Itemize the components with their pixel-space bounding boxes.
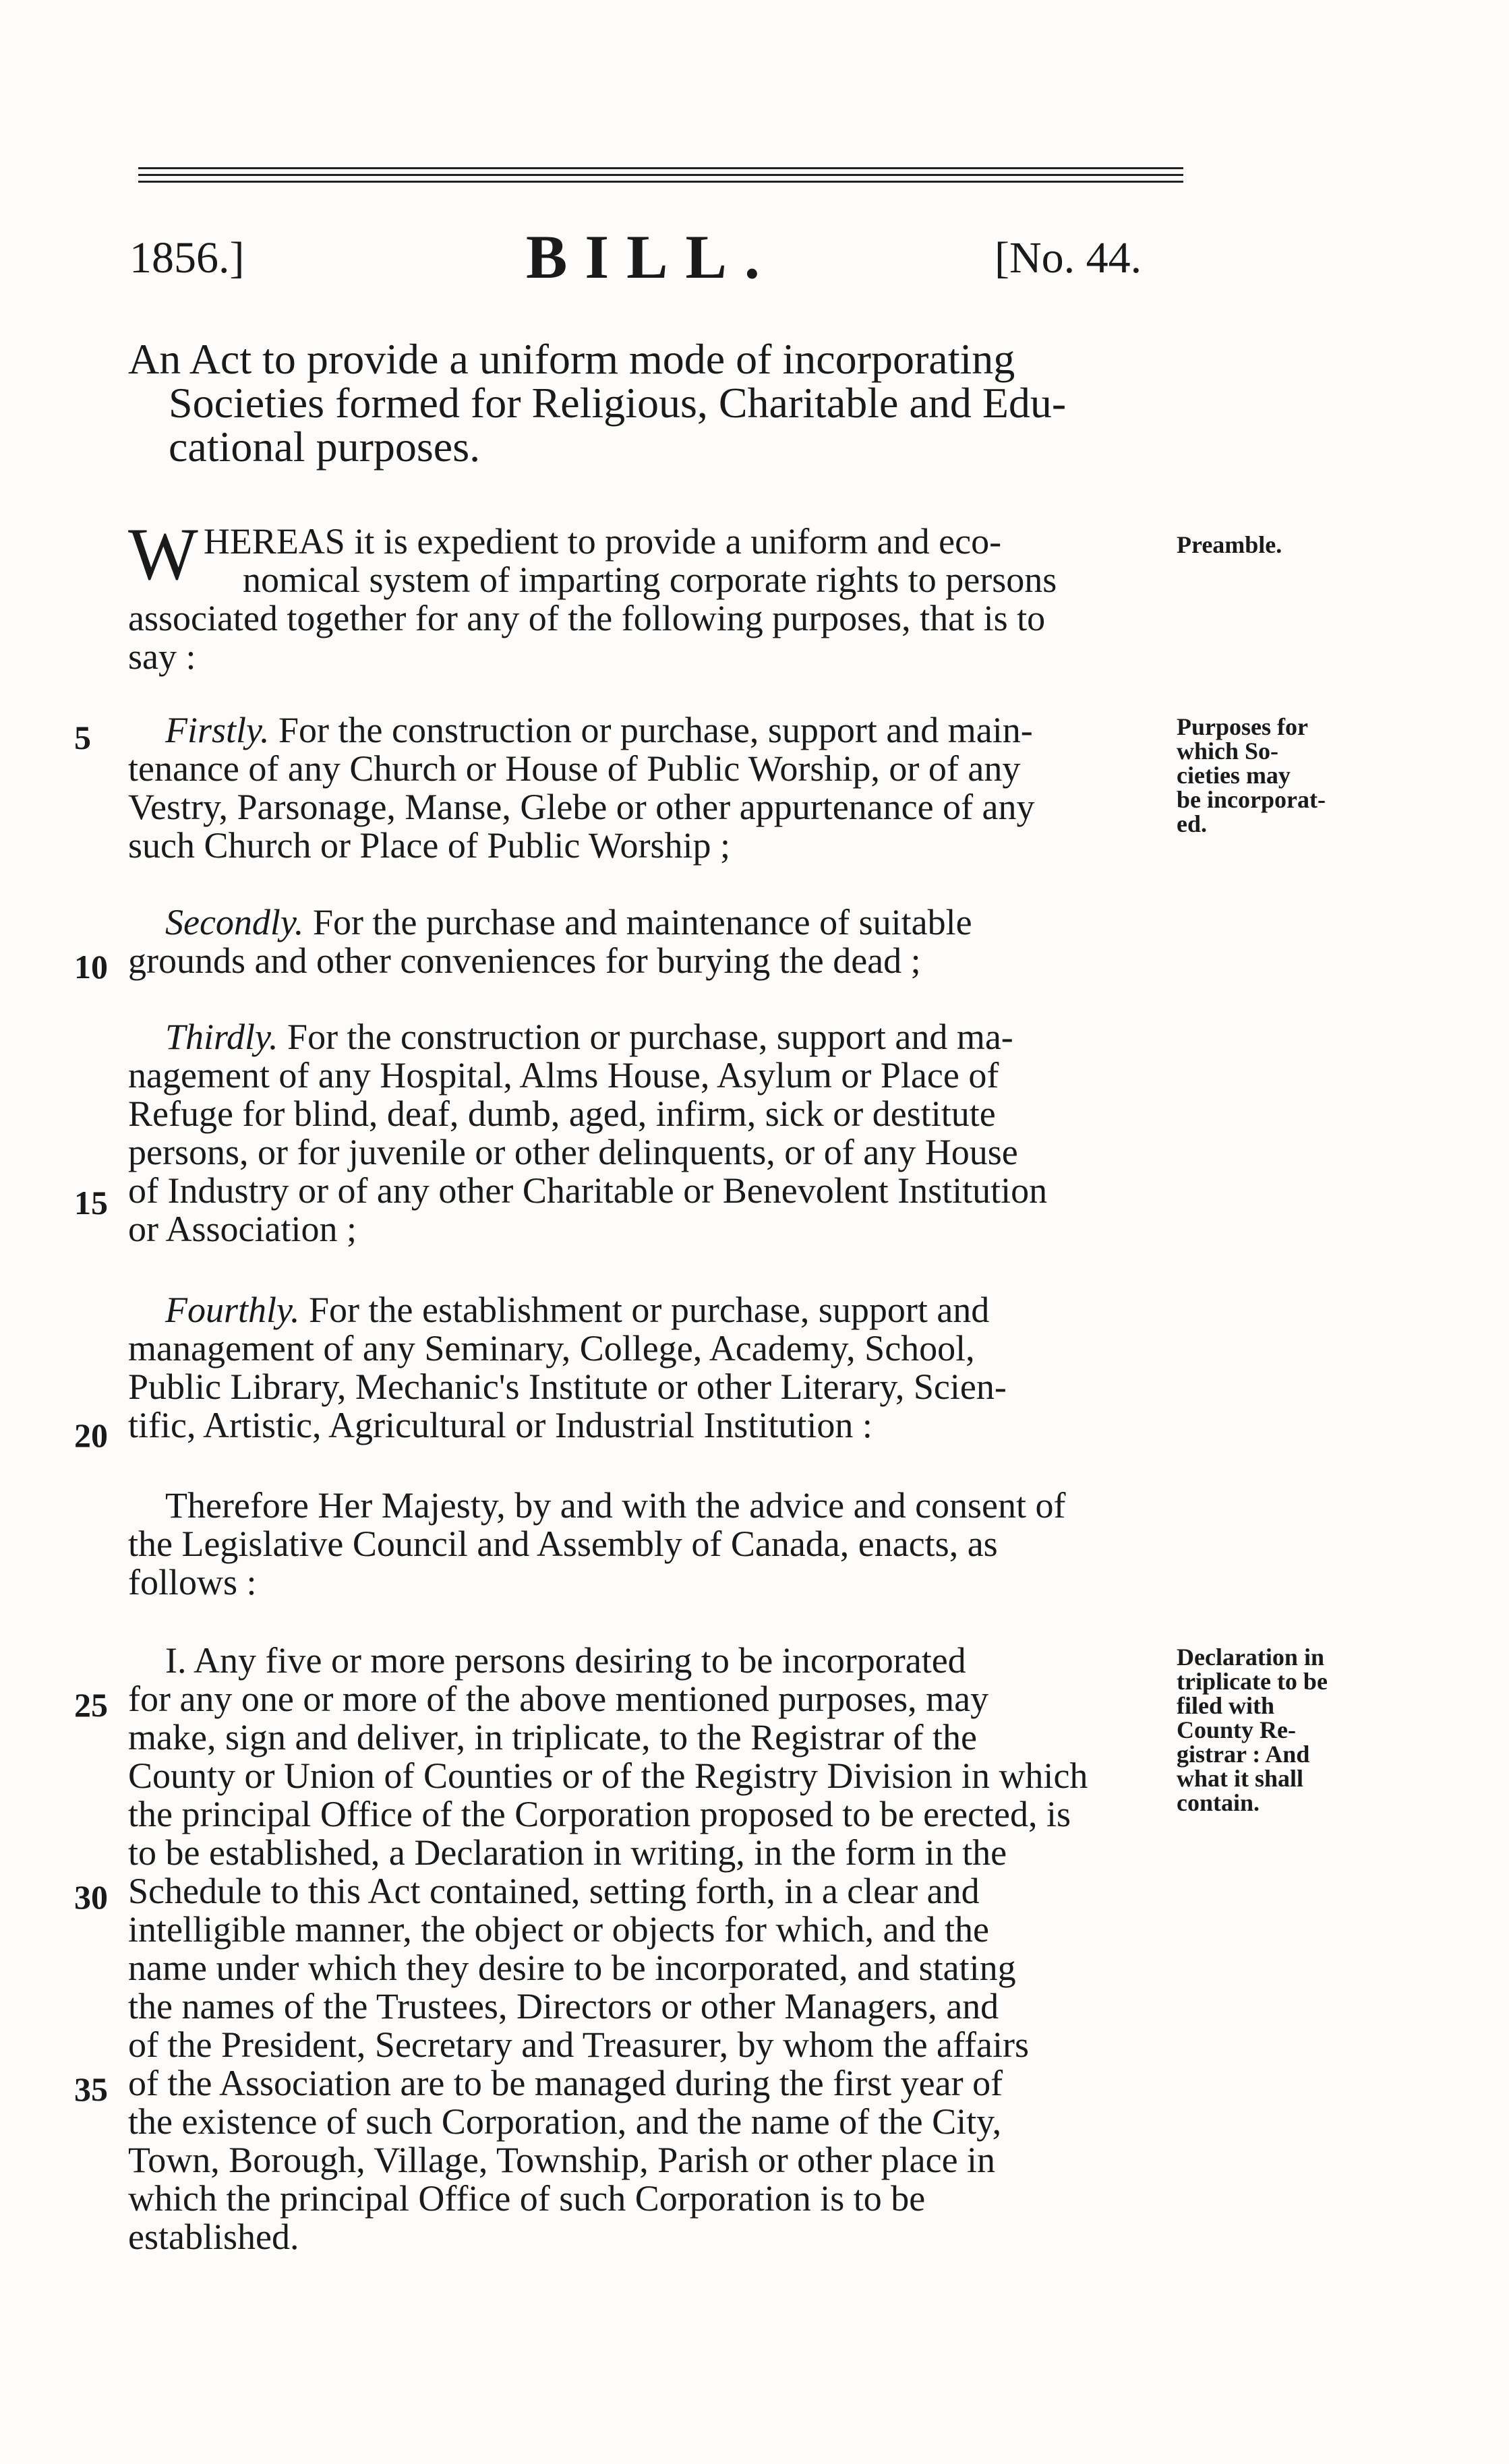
fourthly-line: For the establishment or purchase, support and bbox=[299, 1290, 990, 1330]
thirdly-line: of Industry or of any other Charitable or Benevolent Institution bbox=[128, 1170, 1048, 1211]
section-1-line: make, sign and deliver, in triplicate, to the Registrar of the bbox=[128, 1717, 977, 1757]
section-1-line: I. Any five or more persons desiring to be incorporated bbox=[165, 1640, 966, 1681]
thirdly-line: For the construction or purchase, support and ma- bbox=[278, 1017, 1013, 1057]
fourthly-line: Public Library, Mechanic's Institute or other Literary, Scien- bbox=[128, 1366, 1007, 1407]
line-number: 35 bbox=[74, 2070, 108, 2108]
dropcap: W bbox=[128, 513, 198, 595]
secondly-line: grounds and other conveniences for burying the dead ; bbox=[128, 940, 921, 981]
line-number: 20 bbox=[74, 1416, 108, 1454]
bill-number: [No. 44. bbox=[995, 233, 1142, 282]
preamble-line: say : bbox=[128, 636, 196, 677]
margin-line: County Re- bbox=[1177, 1716, 1296, 1743]
thirdly-line: Refuge for blind, deaf, dumb, aged, infirm, sick or destitute bbox=[128, 1093, 996, 1134]
bill-year: 1856.] bbox=[129, 233, 245, 282]
fourthly-paragraph bbox=[128, 1291, 1166, 1445]
thirdly-line: or Association ; bbox=[128, 1209, 357, 1249]
act-title bbox=[128, 337, 1160, 469]
thirdly-line: nagement of any Hospital, Alms House, Asylum or Place of bbox=[128, 1055, 999, 1095]
section-1-line: which the principal Office of such Corporation is to be bbox=[128, 2178, 926, 2219]
secondly-line: For the purchase and maintenance of suitable bbox=[303, 902, 972, 942]
top-rule-1 bbox=[138, 167, 1183, 169]
margin-line: ed. bbox=[1177, 810, 1207, 837]
section-1-line: Schedule to this Act contained, setting forth, in a clear and bbox=[128, 1871, 980, 1911]
section-1-line: for any one or more of the above mentioned purposes, may bbox=[128, 1679, 989, 1719]
fourthly-line: management of any Seminary, College, Academy, School, bbox=[128, 1328, 975, 1369]
firstly-paragraph bbox=[128, 711, 1166, 865]
preamble-line: nomical system of imparting corporate rights to persons bbox=[243, 560, 1057, 600]
firstly-line: For the construction or purchase, support and main- bbox=[269, 710, 1033, 750]
thirdly-paragraph bbox=[128, 1018, 1166, 1249]
section-1-line: of the Association are to be managed during the first year of bbox=[128, 2063, 1003, 2103]
margin-note-preamble: Preamble. bbox=[1177, 531, 1282, 558]
thirdly-lead: Thirdly. bbox=[165, 1017, 278, 1057]
line-number: 25 bbox=[74, 1686, 108, 1724]
enacting-line: Therefore Her Majesty, by and with the advice and consent of bbox=[165, 1485, 1066, 1526]
section-1-line: the existence of such Corporation, and the name of the City, bbox=[128, 2101, 1002, 2142]
preamble-line: HEREAS it is expedient to provide a uniform and eco- bbox=[203, 521, 1002, 562]
margin-line: cieties may bbox=[1177, 762, 1291, 789]
top-rule-3 bbox=[138, 181, 1183, 183]
firstly-lead: Firstly. bbox=[165, 710, 270, 750]
margin-line: gistrar : And bbox=[1177, 1741, 1310, 1768]
firstly-line: Vestry, Parsonage, Manse, Glebe or other appurtenance of any bbox=[128, 787, 1035, 827]
firstly-line: such Church or Place of Public Worship ; bbox=[128, 825, 731, 866]
bill-heading: BILL. bbox=[526, 222, 777, 291]
section-1-line: County or Union of Counties or of the Registry Division in which bbox=[128, 1755, 1088, 1796]
firstly-line: tenance of any Church or House of Public Worship, or of any bbox=[128, 748, 1021, 789]
section-1-line: the principal Office of the Corporation proposed to be erected, is bbox=[128, 1794, 1071, 1834]
section-1-line: of the President, Secretary and Treasurer, by whom the affairs bbox=[128, 2024, 1029, 2065]
secondly-lead: Secondly. bbox=[165, 902, 304, 942]
fourthly-lead: Fourthly. bbox=[165, 1290, 300, 1330]
section-1-line: intelligible manner, the object or objects for which, and the bbox=[128, 1909, 989, 1950]
secondly-paragraph bbox=[128, 903, 1166, 980]
title-line: Societies formed for Religious, Charitable and Edu- bbox=[169, 379, 1067, 427]
line-number: 30 bbox=[74, 1878, 108, 1916]
section-1-paragraph bbox=[128, 1642, 1166, 2256]
enacting-paragraph bbox=[128, 1486, 1166, 1602]
title-line: cational purposes. bbox=[169, 423, 481, 471]
margin-note-purposes bbox=[1177, 715, 1326, 836]
section-1-line: to be established, a Declaration in writing, in the form in the bbox=[128, 1832, 1007, 1873]
fourthly-line: tific, Artistic, Agricultural or Industrial Institution : bbox=[128, 1405, 872, 1445]
enacting-line: the Legislative Council and Assembly of Canada, enacts, as bbox=[128, 1524, 998, 1564]
section-1-line: name under which they desire to be incorporated, and stating bbox=[128, 1948, 1016, 1988]
title-line: An Act to provide a uniform mode of incorporating bbox=[128, 335, 1015, 383]
margin-note-declaration bbox=[1177, 1645, 1328, 1815]
thirdly-line: persons, or for juvenile or other delinquents, or of any House bbox=[128, 1132, 1018, 1172]
margin-line: contain. bbox=[1177, 1789, 1260, 1816]
section-1-line: Town, Borough, Village, Township, Parish or other place in bbox=[128, 2140, 996, 2180]
preamble-paragraph bbox=[128, 513, 1166, 677]
margin-line: be incorporat- bbox=[1177, 786, 1326, 813]
top-rule-2 bbox=[138, 174, 1183, 176]
enacting-line: follows : bbox=[128, 1562, 257, 1602]
margin-line: Purposes for bbox=[1177, 713, 1308, 740]
margin-line: Declaration in bbox=[1177, 1644, 1324, 1671]
section-1-line: the names of the Trustees, Directors or other Managers, and bbox=[128, 1986, 999, 2026]
section-1-line: established. bbox=[128, 2217, 299, 2257]
line-number: 10 bbox=[74, 948, 108, 986]
line-number: 15 bbox=[74, 1184, 108, 1222]
margin-line: filed with bbox=[1177, 1692, 1275, 1719]
margin-line: what it shall bbox=[1177, 1765, 1304, 1792]
line-number: 5 bbox=[74, 719, 91, 756]
margin-line: which So- bbox=[1177, 738, 1279, 764]
margin-line: triplicate to be bbox=[1177, 1668, 1328, 1695]
preamble-line: associated together for any of the following purposes, that is to bbox=[128, 598, 1046, 638]
